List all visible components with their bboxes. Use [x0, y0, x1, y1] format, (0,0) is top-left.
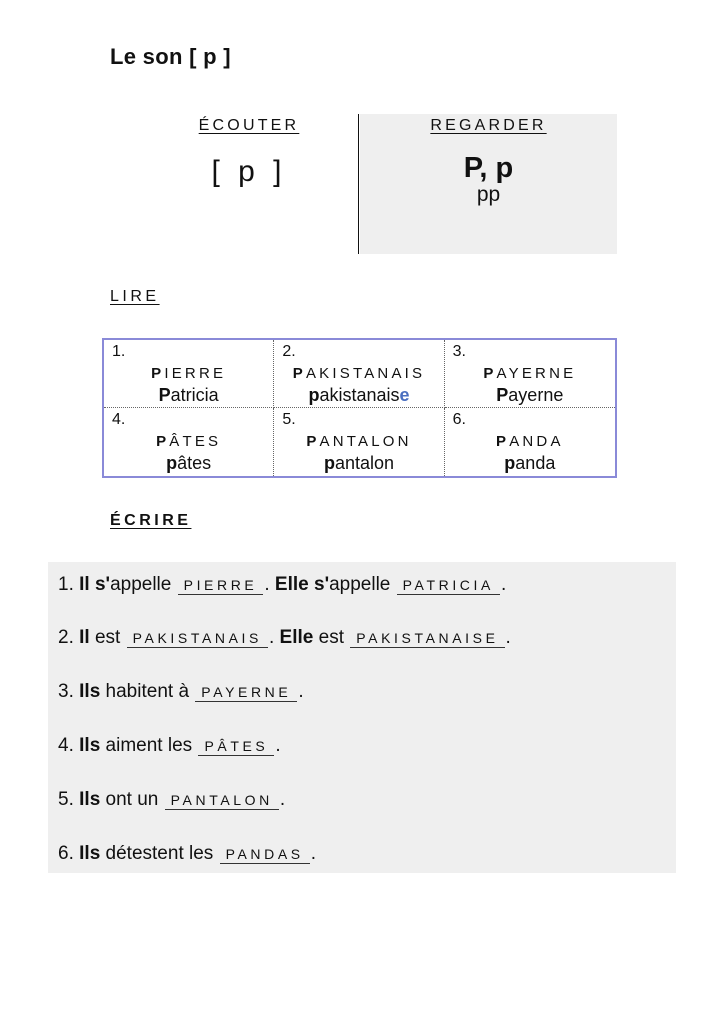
read-cell [274, 408, 444, 476]
answer-blank[interactable]: PANTALON [165, 791, 279, 810]
read-heading: LIRE [110, 288, 160, 305]
word-lowercase: Payerne [496, 385, 564, 405]
read-cell [274, 340, 444, 408]
word-uppercase: PAYERNE [483, 365, 577, 382]
cell-number: 6. [452, 411, 466, 428]
listen-panel [140, 114, 358, 254]
word-lowercase: panda [504, 453, 556, 473]
answer-blank[interactable]: PATRICIA [397, 576, 500, 595]
feminine-ending: e [399, 385, 410, 405]
word-uppercase: PANTALON [306, 433, 412, 450]
read-grid [102, 338, 617, 478]
word-lowercase: pantalon [323, 453, 395, 473]
cell-number: 2. [282, 343, 296, 360]
write-panel [48, 562, 676, 873]
read-cell [104, 340, 274, 408]
read-cell [445, 340, 615, 408]
cell-number: 5. [282, 411, 296, 428]
answer-blank[interactable]: PANDAS [220, 845, 310, 864]
write-line: 6. Ils détestent les PANDAS . [58, 843, 316, 864]
look-heading: REGARDER [430, 117, 547, 134]
cell-number: 4. [112, 411, 126, 428]
answer-blank[interactable]: PAKISTANAISE [350, 629, 504, 648]
word-lowercase: Patricia [158, 385, 219, 405]
look-letters: P, p [463, 152, 514, 184]
answer-blank[interactable]: PÂTES [198, 737, 274, 756]
word-uppercase: PIERRE [151, 365, 227, 382]
answer-blank[interactable]: PIERRE [178, 576, 264, 595]
cell-number: 1. [112, 343, 126, 360]
word-uppercase: PANDA [495, 433, 564, 450]
write-line: 1. Il s'appelle PIERRE . Elle s'appelle PATRICIA . [58, 574, 507, 595]
answer-blank[interactable]: PAYERNE [195, 683, 297, 702]
write-heading: ÉCRIRE [110, 512, 192, 529]
panel-divider [358, 114, 359, 254]
page-title: Le son [ p ] [110, 44, 231, 69]
write-line: 5. Ils ont un PANTALON . [58, 789, 286, 810]
listen-heading: ÉCOUTER [198, 117, 300, 134]
write-line: 4. Ils aiment les PÂTES . [58, 735, 281, 756]
write-line: 2. Il est PAKISTANAIS . Elle est PAKISTANAISE . [58, 627, 511, 648]
word-lowercase: pakistanaise [308, 385, 410, 405]
answer-blank[interactable]: PAKISTANAIS [127, 629, 268, 648]
word-uppercase: PAKISTANAIS [292, 365, 426, 382]
read-cell [104, 408, 274, 476]
cell-number: 3. [452, 343, 466, 360]
look-double-letters: pp [476, 183, 501, 206]
word-lowercase: pâtes [166, 453, 212, 473]
word-uppercase: PÂTES [156, 433, 222, 450]
look-panel [360, 114, 617, 254]
listen-sound: [ p ] [211, 155, 287, 188]
read-cell [445, 408, 615, 476]
write-line: 3. Ils habitent à PAYERNE . [58, 681, 304, 702]
